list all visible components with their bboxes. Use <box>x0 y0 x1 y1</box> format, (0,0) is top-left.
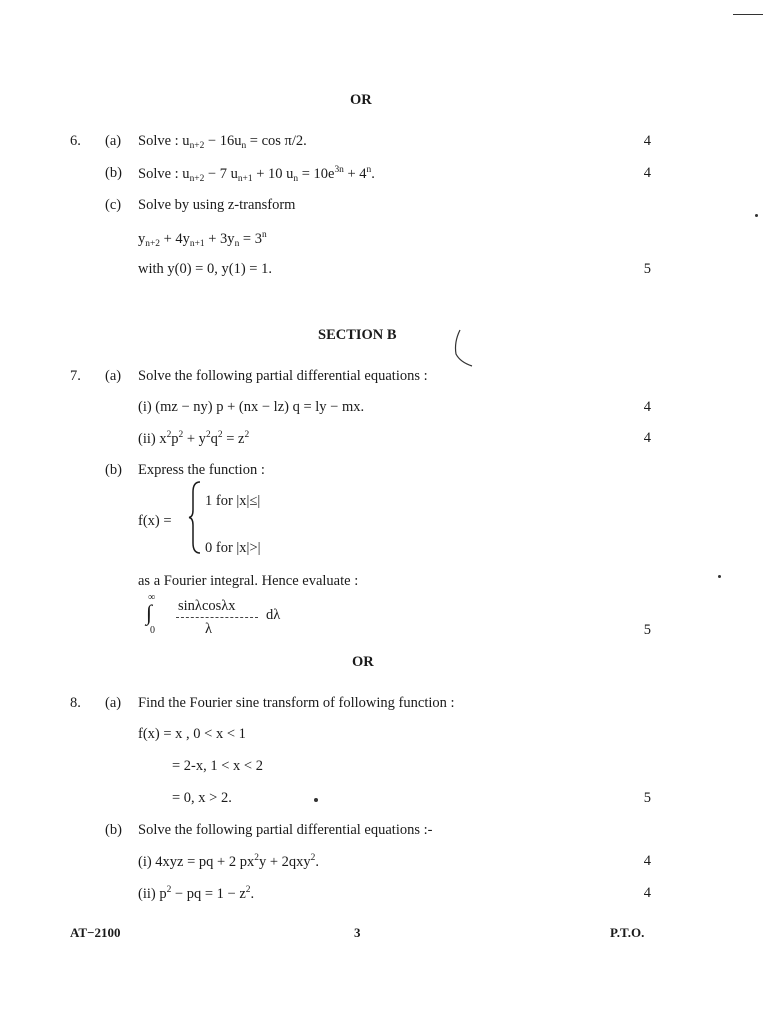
or-heading-top: OR <box>350 92 372 108</box>
q8b-i-marks: 4 <box>643 853 651 869</box>
q6a-text: Solve : $u_{n+2} - 16u_n = \cos \pi/2$. <box>138 133 307 151</box>
q7b-fourier: as a Fourier integral. Hence evaluate : <box>138 573 359 589</box>
q8a-marks: 5 <box>643 790 651 806</box>
q8-number: 8. <box>70 695 81 711</box>
q7b-text: Express the function : <box>138 462 265 478</box>
q8b-label: (b) <box>105 822 122 838</box>
integral-sign: ∫ <box>146 600 153 625</box>
curly-brace-icon <box>188 480 202 555</box>
q8a-line1: f(x) = x , 0 < x < 1 <box>138 726 246 742</box>
integral-dlambda: dλ <box>266 607 281 623</box>
q6b-label: (b) <box>105 165 122 181</box>
q7a-label: (a) <box>105 368 122 384</box>
integral-lower-limit: 0 <box>150 625 155 636</box>
q6b-marks: 4 <box>643 165 651 181</box>
integral-numerator: sinλcosλx <box>178 598 236 614</box>
scan-dot-2 <box>718 575 721 578</box>
scan-dot-3 <box>755 214 758 217</box>
footer-code: AT−2100 <box>70 925 121 940</box>
footer-page-number: 3 <box>354 925 361 940</box>
q6a-marks: 4 <box>643 133 651 149</box>
q8a-line2: = 2-x, 1 < x < 2 <box>172 758 263 774</box>
q6c-equation: $y_{n+2} + 4y_{n+1} + 3y_n = 3^n$ <box>138 230 267 249</box>
q8b-ii-marks: 4 <box>643 885 651 901</box>
q6b-text: Solve : $u_{n+2} - 7$ $u_{n+1} + 10$ $u_n = 10e^{3n} + 4^n$. <box>138 165 375 184</box>
q7b-case1: 1 for |x|≤| <box>205 493 261 509</box>
q6a-label: (a) <box>105 133 122 149</box>
footer-pto: P.T.O. <box>610 925 645 940</box>
q6-number: 6. <box>70 133 81 149</box>
q6c-text: Solve by using z-transform <box>138 197 296 213</box>
scan-artifact-line <box>733 14 763 15</box>
or-heading-middle: OR <box>352 654 374 670</box>
q7a-i: (i) (mz − ny) p + (nx − lz) q = ly − mx. <box>138 399 365 415</box>
q6c-condition: with y(0) = 0, y(1) = 1. <box>138 261 272 277</box>
q7a-text: Solve the following partial differential equations : <box>138 368 428 384</box>
q7a-i-marks: 4 <box>643 399 651 415</box>
q8b-ii: (ii) $p^2$ − pq = $1 - z^2$. <box>138 885 255 902</box>
fraction-bar <box>176 617 258 618</box>
q7a-ii: (ii) $x^2p^2 + y^2q^2 = z^2$ <box>138 430 250 447</box>
section-b-heading: SECTION B <box>318 327 397 343</box>
integral-upper-limit: ∞ <box>148 592 156 603</box>
scan-dot-1 <box>314 798 318 802</box>
q6c-marks: 5 <box>643 261 651 277</box>
q7a-ii-marks: 4 <box>643 430 651 446</box>
q8b-text: Solve the following partial differential equations :- <box>138 822 433 838</box>
integral-denominator: λ <box>205 621 213 637</box>
q8a-text: Find the Fourier sine transform of following function : <box>138 695 455 711</box>
q8a-label: (a) <box>105 695 122 711</box>
q7b-fx: f(x) = <box>138 513 172 529</box>
q8b-i: (i) 4xyz = pq + 2 $px^2y + 2qxy^2$. <box>138 853 319 870</box>
q7-number: 7. <box>70 368 81 384</box>
q7b-label: (b) <box>105 462 122 478</box>
q7b-case2: 0 for |x|>| <box>205 540 261 556</box>
q6c-label: (c) <box>105 197 122 213</box>
q7b-marks: 5 <box>643 622 651 638</box>
q8a-line3: = 0, x > 2. <box>172 790 232 806</box>
pen-mark-icon <box>450 328 478 368</box>
